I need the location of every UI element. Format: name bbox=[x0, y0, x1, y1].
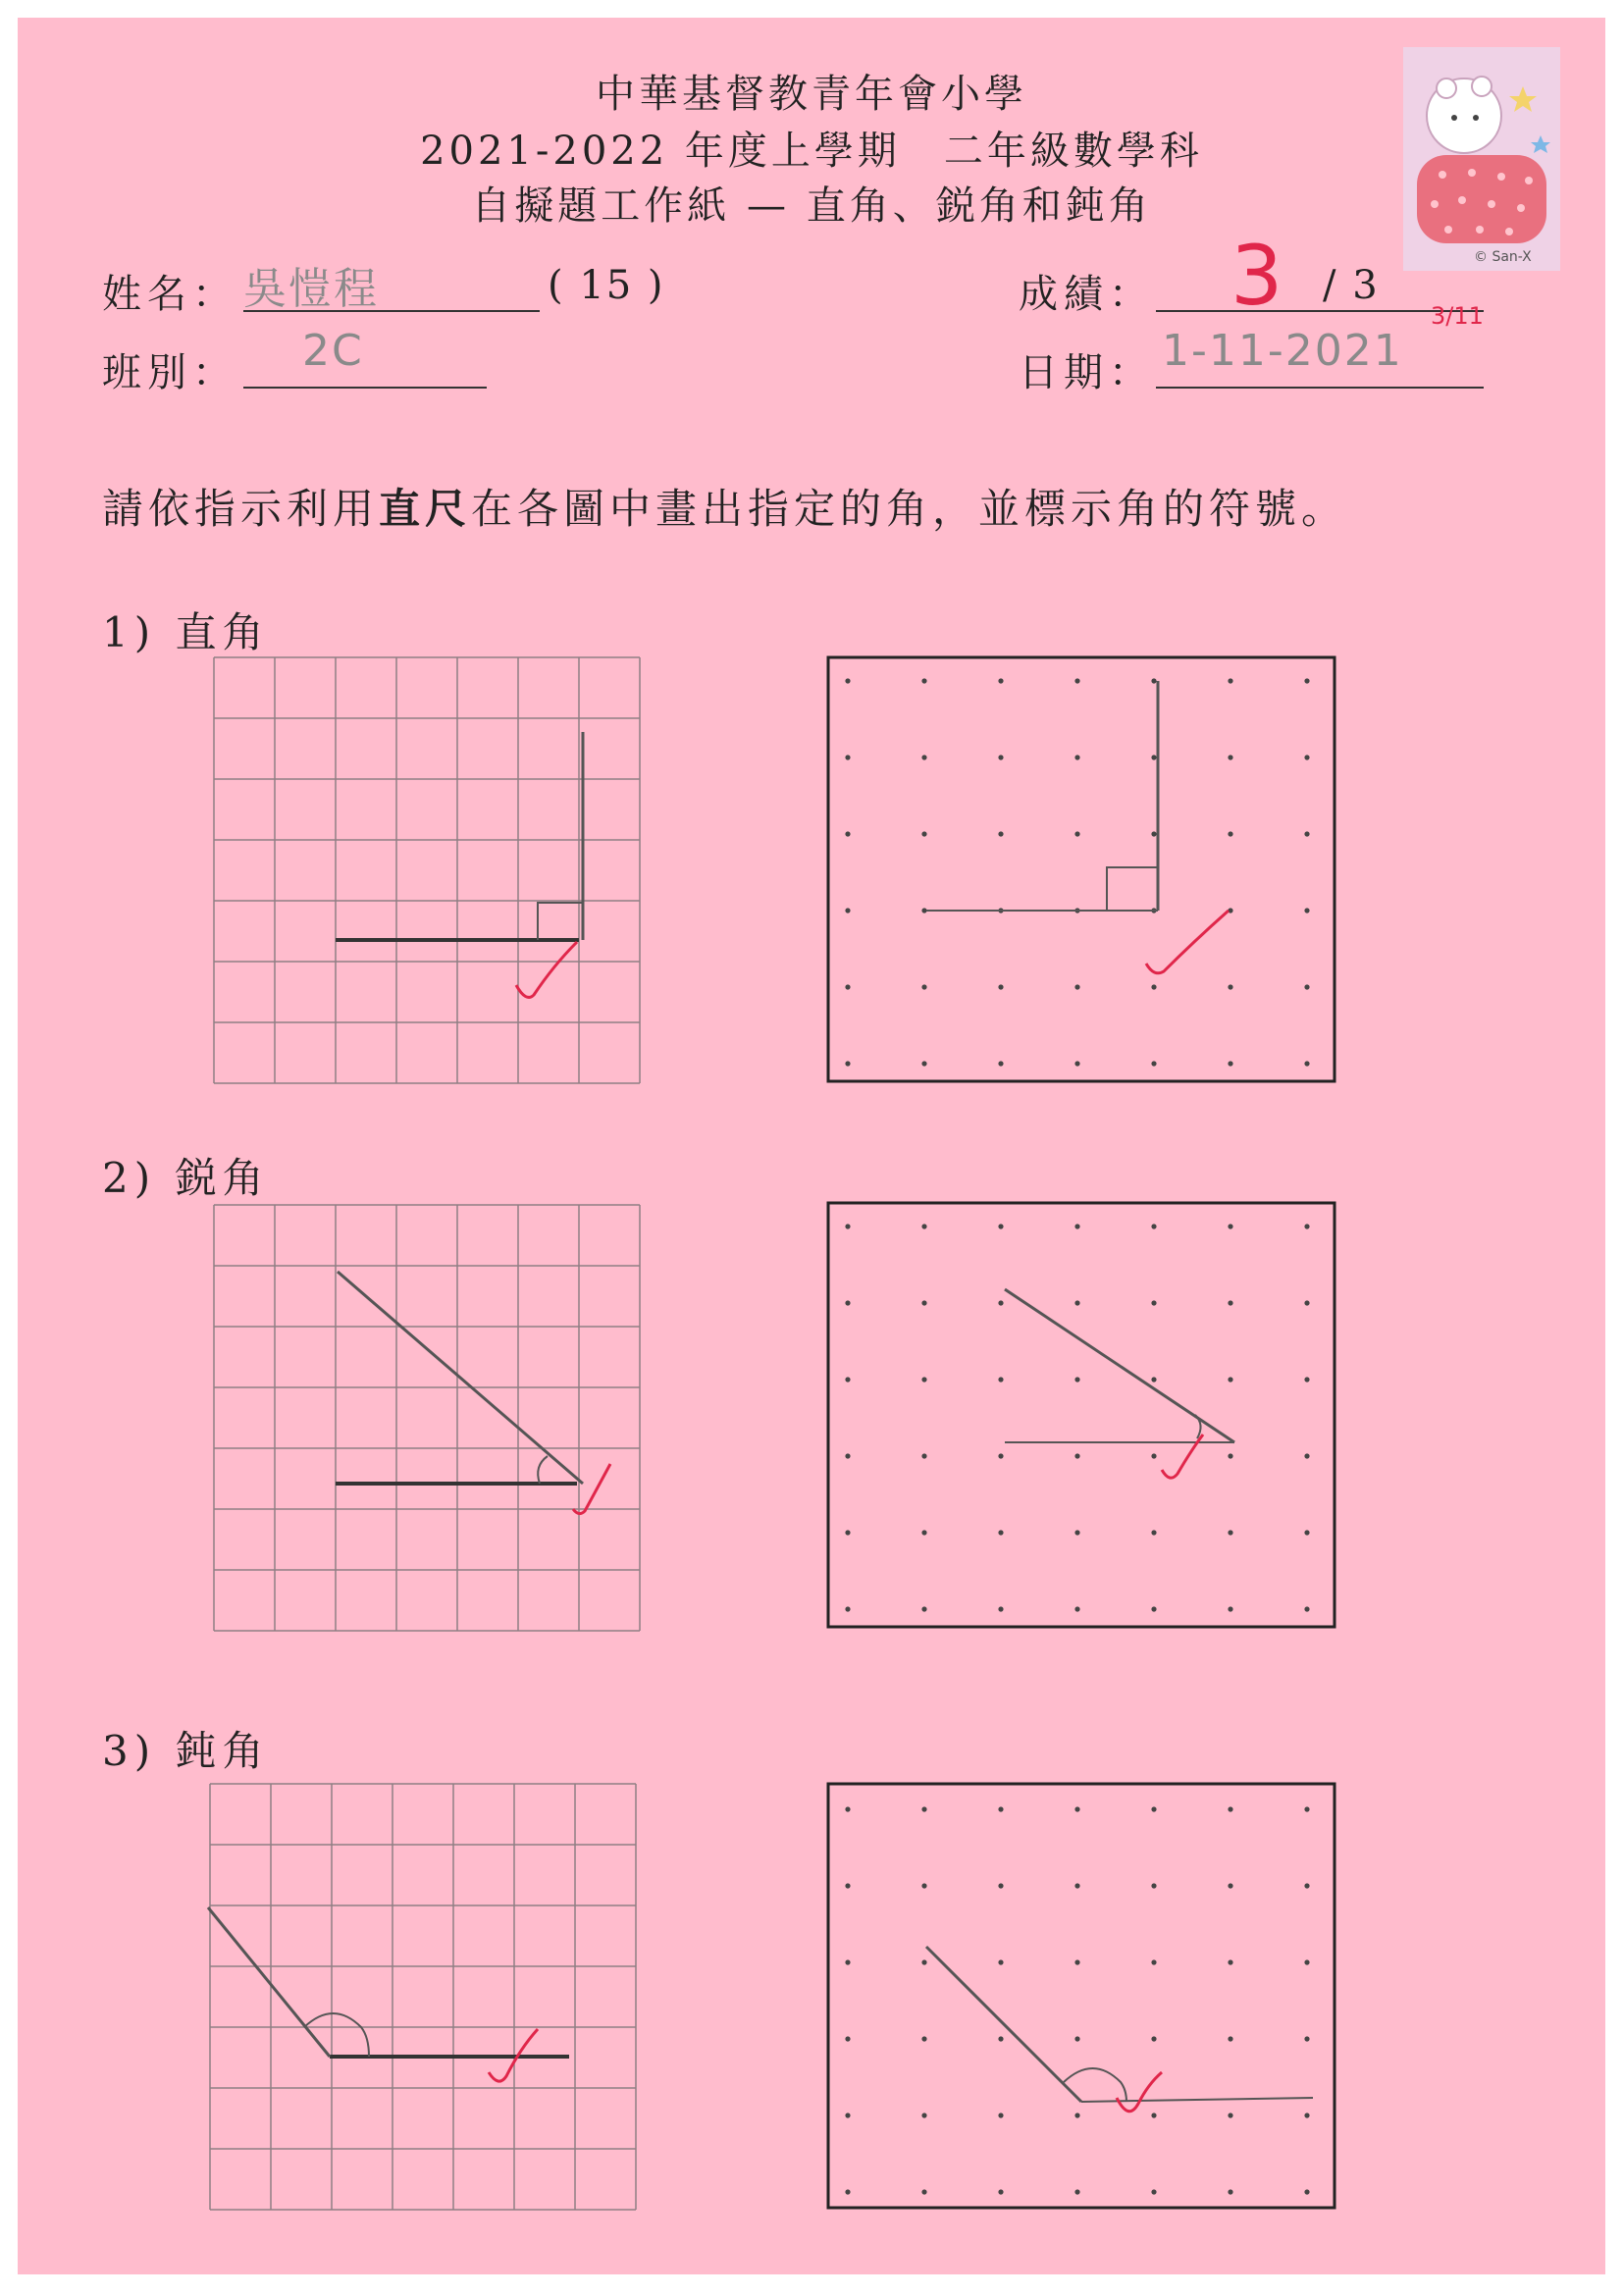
grid-dot bbox=[1151, 1061, 1156, 1066]
grid-dot bbox=[845, 1883, 850, 1888]
grid-dot bbox=[921, 1453, 926, 1458]
right-angle-drawing-dots bbox=[926, 681, 1158, 911]
grid-dot bbox=[1151, 1453, 1156, 1458]
drawing-layer bbox=[18, 18, 1605, 2274]
class-value: 2C bbox=[302, 326, 364, 376]
grid-dot bbox=[921, 1606, 926, 1611]
grid-dot bbox=[998, 1061, 1003, 1066]
grid-dot bbox=[845, 678, 850, 683]
grid-dot bbox=[845, 984, 850, 989]
grid-dot bbox=[845, 755, 850, 759]
grid-dot bbox=[1304, 1606, 1309, 1611]
grid-dot bbox=[1228, 1883, 1232, 1888]
worksheet-title: 自擬題工作紙 — 直角、鋭角和鈍角 bbox=[471, 183, 1152, 229]
grid-dot bbox=[1228, 1530, 1232, 1535]
dot-grid-frame-1 bbox=[828, 657, 1335, 1081]
grid-dot bbox=[1304, 2036, 1309, 2041]
grid-dot bbox=[1228, 1806, 1232, 1811]
grid-dot bbox=[921, 984, 926, 989]
class-number: ( 15 ) bbox=[548, 263, 665, 308]
grid-dot bbox=[998, 1453, 1003, 1458]
grid-dot bbox=[921, 2036, 926, 2041]
right-angle-drawing-grid bbox=[336, 732, 583, 940]
grid-dot bbox=[921, 1377, 926, 1382]
dot-grid-frame-2 bbox=[828, 1203, 1335, 1627]
grid-dot bbox=[1228, 1061, 1232, 1066]
grid-dot bbox=[1304, 1530, 1309, 1535]
grid-dot bbox=[1151, 1606, 1156, 1611]
checkmark-icon bbox=[1117, 2072, 1162, 2112]
grid-dot bbox=[998, 755, 1003, 759]
grid-dot bbox=[921, 1300, 926, 1305]
grid-dot bbox=[1074, 2113, 1079, 2117]
grid-dot bbox=[921, 1061, 926, 1066]
grid-dot bbox=[1074, 1530, 1079, 1535]
grid-dot bbox=[1151, 1224, 1156, 1228]
obtuse-angle-drawing-grid bbox=[208, 1907, 569, 2057]
grid-dot bbox=[845, 1606, 850, 1611]
date-label: 日期： bbox=[1019, 350, 1154, 395]
grid-dot bbox=[845, 831, 850, 836]
grid-dot bbox=[1304, 908, 1309, 913]
worksheet-page bbox=[18, 18, 1605, 2274]
grid-dot bbox=[845, 2036, 850, 2041]
grid-dot bbox=[921, 908, 926, 913]
grid-dot bbox=[1074, 1806, 1079, 1811]
grid-dot bbox=[1304, 1300, 1309, 1305]
grid-dot bbox=[921, 1806, 926, 1811]
acute-angle-drawing-grid bbox=[336, 1272, 583, 1484]
grid-dot bbox=[1304, 831, 1309, 836]
grid-dot bbox=[1228, 1453, 1232, 1458]
grid-dot bbox=[1304, 1806, 1309, 1811]
grid-dot bbox=[998, 2036, 1003, 2041]
grid-dot bbox=[1228, 755, 1232, 759]
square-grid-2 bbox=[214, 1205, 640, 1631]
grid-dot bbox=[1151, 678, 1156, 683]
grid-dot bbox=[921, 1530, 926, 1535]
grid-dot bbox=[1151, 1300, 1156, 1305]
grid-dot bbox=[1074, 1453, 1079, 1458]
grid-dot bbox=[1228, 2189, 1232, 2194]
score-total: / 3 bbox=[1323, 263, 1380, 308]
grid-dot bbox=[845, 1061, 850, 1066]
grid-dot bbox=[845, 1377, 850, 1382]
grid-dot bbox=[921, 2189, 926, 2194]
grid-dot bbox=[1074, 755, 1079, 759]
grid-dot bbox=[1228, 831, 1232, 836]
question-3-label: 3) 鈍角 bbox=[102, 1727, 270, 1775]
grid-dot bbox=[921, 831, 926, 836]
grid-dot bbox=[921, 1959, 926, 1964]
dot-grid-frame-3 bbox=[828, 1784, 1335, 2208]
grid-dot bbox=[998, 1606, 1003, 1611]
grid-dot bbox=[1151, 1806, 1156, 1811]
grid-dot bbox=[1151, 2113, 1156, 2117]
grid-dot bbox=[998, 984, 1003, 989]
grid-dot bbox=[1151, 755, 1156, 759]
grid-dot bbox=[1074, 678, 1079, 683]
grid-dot bbox=[1228, 1959, 1232, 1964]
grid-dot bbox=[845, 908, 850, 913]
grid-dot bbox=[998, 1530, 1003, 1535]
grid-dot bbox=[998, 1959, 1003, 1964]
class-label: 班別： bbox=[102, 350, 237, 395]
grid-dot bbox=[1074, 2189, 1079, 2194]
grid-dot bbox=[845, 1300, 850, 1305]
checkmark-icon bbox=[516, 942, 577, 997]
grid-dot bbox=[998, 1377, 1003, 1382]
grid-dot bbox=[1151, 1530, 1156, 1535]
dot-grid-1 bbox=[845, 678, 1309, 1066]
grid-dot bbox=[845, 2113, 850, 2117]
instruction-suffix: 在各圖中畫出指定的角，並標示角的符號。 bbox=[471, 485, 1348, 533]
grid-dot bbox=[1304, 1061, 1309, 1066]
grid-dot bbox=[1304, 1883, 1309, 1888]
grid-dot bbox=[845, 1453, 850, 1458]
grid-dot bbox=[998, 678, 1003, 683]
grid-dot bbox=[1304, 2113, 1309, 2117]
dot-grid-3 bbox=[845, 1806, 1309, 2194]
grid-dot bbox=[1074, 1377, 1079, 1382]
grid-dot bbox=[998, 2113, 1003, 2117]
grid-dot bbox=[921, 1224, 926, 1228]
grid-dot bbox=[1151, 831, 1156, 836]
grid-dot bbox=[1228, 2036, 1232, 2041]
instruction-prefix: 請依指示利用 bbox=[102, 485, 380, 533]
grid-dot bbox=[1228, 1224, 1232, 1228]
grid-dot bbox=[845, 1806, 850, 1811]
marked-date: 3/11 bbox=[1431, 302, 1484, 330]
grid-dot bbox=[921, 1883, 926, 1888]
grid-dot bbox=[1304, 1453, 1309, 1458]
grid-dot bbox=[1304, 1959, 1309, 1964]
grid-dot bbox=[921, 2113, 926, 2117]
grid-dot bbox=[1228, 1377, 1232, 1382]
grid-dot bbox=[1151, 2036, 1156, 2041]
grid-dot bbox=[1074, 2036, 1079, 2041]
grid-dot bbox=[998, 1883, 1003, 1888]
date-value: 1-11-2021 bbox=[1162, 326, 1403, 376]
grid-dot bbox=[1151, 1883, 1156, 1888]
grid-dot bbox=[998, 1300, 1003, 1305]
grid-dot bbox=[1074, 984, 1079, 989]
grid-dot bbox=[1074, 1224, 1079, 1228]
term-subject: 2021-2022 年度上學期 二年級數學科 bbox=[420, 129, 1203, 174]
grid-dot bbox=[921, 755, 926, 759]
grid-dot bbox=[1304, 755, 1309, 759]
grid-dot bbox=[921, 678, 926, 683]
name-label: 姓名： bbox=[102, 272, 237, 317]
grid-dot bbox=[845, 2189, 850, 2194]
grid-dot bbox=[845, 1530, 850, 1535]
grid-dot bbox=[1151, 984, 1156, 989]
grid-dot bbox=[1304, 1377, 1309, 1382]
question-2-label: 2) 鋭角 bbox=[102, 1154, 270, 1202]
grid-dot bbox=[1228, 1606, 1232, 1611]
grid-dot bbox=[845, 1959, 850, 1964]
score-label: 成績： bbox=[1019, 272, 1154, 317]
grid-dot bbox=[1074, 1883, 1079, 1888]
sticker-credit: © San-X bbox=[1474, 249, 1532, 265]
grid-dot bbox=[1151, 1377, 1156, 1382]
grid-dot bbox=[1151, 2189, 1156, 2194]
square-grid-3 bbox=[210, 1784, 636, 2210]
checkmark-icon bbox=[1162, 1435, 1203, 1478]
grid-dot bbox=[1074, 1300, 1079, 1305]
grid-dot bbox=[1074, 1606, 1079, 1611]
grid-dot bbox=[1228, 678, 1232, 683]
grid-dot bbox=[1074, 1061, 1079, 1066]
checkmark-icon bbox=[1146, 911, 1229, 973]
grid-dot bbox=[1304, 2189, 1309, 2194]
acute-angle-drawing-dots bbox=[1005, 1289, 1234, 1442]
grid-dot bbox=[1228, 2113, 1232, 2117]
grid-dot bbox=[1074, 831, 1079, 836]
grid-dot bbox=[998, 2189, 1003, 2194]
obtuse-angle-drawing-dots bbox=[926, 1947, 1313, 2102]
dot-grid-2 bbox=[845, 1224, 1309, 1611]
grid-dot bbox=[998, 1224, 1003, 1228]
grid-dot bbox=[1074, 1959, 1079, 1964]
grid-dot bbox=[1228, 1300, 1232, 1305]
grid-dot bbox=[1304, 984, 1309, 989]
question-1-label: 1) 直角 bbox=[102, 608, 270, 656]
grid-dot bbox=[1151, 1959, 1156, 1964]
grid-dot bbox=[1228, 984, 1232, 989]
grid-dot bbox=[1304, 1224, 1309, 1228]
grid-dot bbox=[998, 831, 1003, 836]
grid-dot bbox=[1304, 678, 1309, 683]
instruction-bold: 直尺 bbox=[379, 485, 472, 533]
grid-dot bbox=[998, 1806, 1003, 1811]
score-value: 3 bbox=[1230, 228, 1283, 324]
name-value: 吳愷程 bbox=[243, 264, 379, 314]
school-name: 中華基督教青年會小學 bbox=[596, 72, 1027, 117]
grid-dot bbox=[845, 1224, 850, 1228]
square-grid-1 bbox=[214, 657, 640, 1083]
